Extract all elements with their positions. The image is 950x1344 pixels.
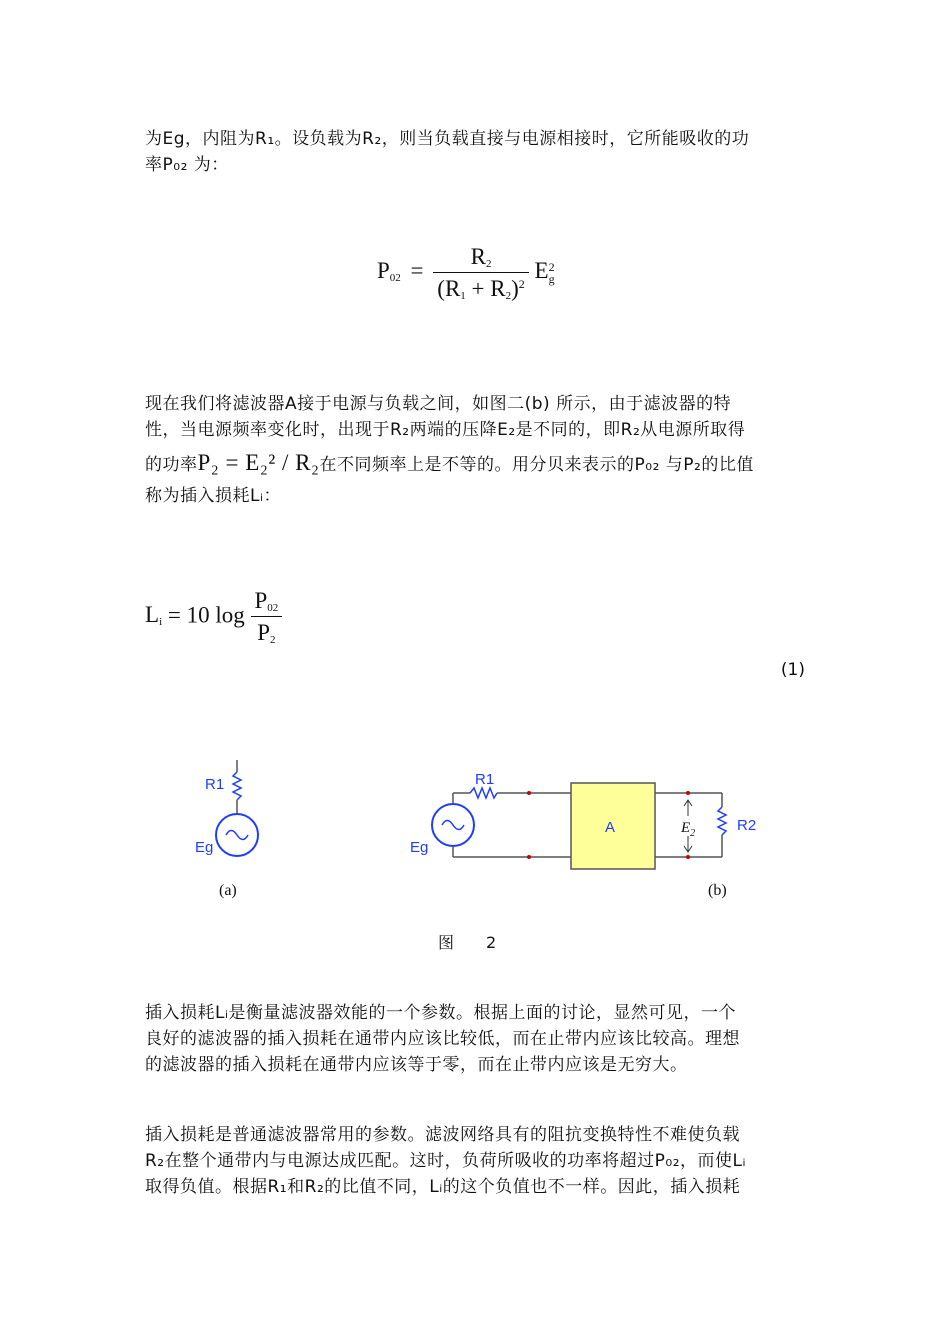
formula-p02-denominator: $(R_1 + R_2)^2$ xyxy=(437,276,525,302)
formula-insertion-loss-fraction: $\frac{P_{02}}{P_2}$ xyxy=(251,588,283,646)
paragraph-2-line-4: 称为插入损耗Lᵢ： xyxy=(145,486,282,506)
paragraph-1 xyxy=(145,126,805,178)
paragraph-2-line-3: 的功率P₂ = E₂² / R₂在不同频率上是不等的。用分贝来表示的P₀₂ 与P₂的比值 xyxy=(145,450,754,475)
paragraph-1-line-1: 为Eg，内阻为R₁。设负载为R₂，则当负载直接与电源相接时，它所能吸收的功 xyxy=(145,129,750,149)
formula-p02-eg: E 2 g xyxy=(534,258,555,286)
circuit-b-r2 xyxy=(718,807,726,835)
formula-insertion-loss: $L_i = 10$ log $\frac{P_{02}}{P_2}$ xyxy=(145,588,282,646)
circuit-b-e2-label: $E_2$ xyxy=(681,820,696,839)
circuit-a xyxy=(195,760,258,856)
circuit-a-r1-label: R1 xyxy=(205,776,225,793)
circuit-b-r1 xyxy=(470,788,497,798)
inline-formula-p2: P₂ = E₂² / R₂ xyxy=(197,450,320,475)
paragraph-3-line-1: 插入损耗Lᵢ是衡量滤波器效能的一个参数。根据上面的讨论，显然可见，一个 xyxy=(145,1003,737,1023)
paragraph-2-line-2: 性，当电源频率变化时，出现于R₂两端的压降E₂是不同的，即R₂从电源所取得 xyxy=(145,420,746,440)
paragraph-4 xyxy=(145,1122,805,1200)
paragraph-4-line-2: R₂在整个通带内与电源达成匹配。这时，负荷所吸收的功率将超过P₀₂，而使Lᵢ xyxy=(145,1151,747,1171)
circuit-a-eg-label: Eg xyxy=(195,839,214,856)
figure-caption-a: (a) xyxy=(219,882,237,899)
circuit-a-resistor xyxy=(233,772,241,800)
formula-p02: $P_{02}$ = $\frac{R_2}{(R_1 + R_2)^2}$ E 2 g xyxy=(377,244,555,302)
paragraph-3-line-2: 良好的滤波器的插入损耗在通带内应该比较低，而在止带内应该比较高。理想 xyxy=(145,1029,740,1049)
paragraph-3-line-3: 的滤波器的插入损耗在通带内应该等于零，而在止带内应该是无穷大。 xyxy=(145,1055,688,1075)
paragraph-3 xyxy=(145,1000,805,1078)
formula-p02-fraction xyxy=(433,244,529,302)
circuit-b-r1-label: R1 xyxy=(475,771,495,788)
paragraph-4-line-3: 取得负值。根据R₁和R₂的比值不同，Lᵢ的这个负值也不一样。因此，插入损耗 xyxy=(145,1177,741,1197)
circuit-b-eg-label: Eg xyxy=(410,839,429,856)
paragraph-4-line-1: 插入损耗是普通滤波器常用的参数。滤波网络具有的阻抗变换特性不难使负载 xyxy=(145,1125,740,1145)
paragraph-2 xyxy=(145,391,805,509)
figure-circuits xyxy=(0,750,950,890)
filter-box-label: A xyxy=(605,819,616,836)
formula-p02-numerator: $R_2$ xyxy=(433,244,529,273)
equation-number: (1) xyxy=(780,660,805,680)
paragraph-1-line-2: 率P₀₂ 为： xyxy=(145,155,229,175)
paragraph-2-line-1: 现在我们将滤波器A接于电源与负载之间，如图二(b) 所示，由于滤波器的特 xyxy=(145,394,732,414)
circuit-b xyxy=(410,771,756,869)
figure-caption-b: (b) xyxy=(708,882,727,899)
formula-p02-lhs: $P_{02}$ xyxy=(377,258,401,285)
circuit-b-r2-label: R2 xyxy=(737,817,757,834)
figure-title: 图 2 xyxy=(438,933,497,952)
